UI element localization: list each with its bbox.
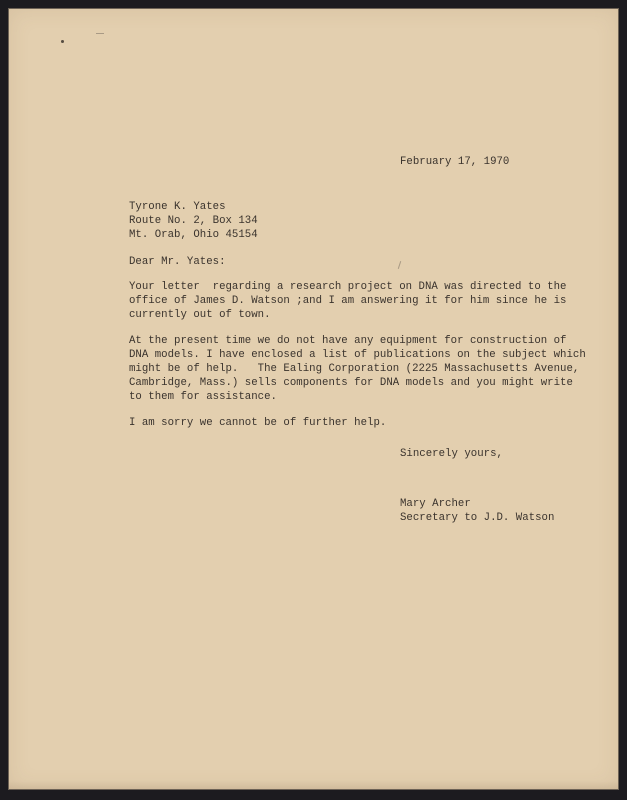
paper-bottom-shadow bbox=[9, 781, 618, 789]
scan-dash-mark bbox=[96, 33, 104, 34]
scan-speck-dot bbox=[61, 40, 64, 43]
letter-page bbox=[8, 8, 619, 790]
paragraph-2-line-4: Cambridge, Mass.) sells components for DNA models and you might write bbox=[129, 377, 573, 389]
paragraph-1-line-3: currently out of town. bbox=[129, 309, 271, 321]
salutation: Dear Mr. Yates: bbox=[129, 256, 226, 268]
recipient-address-line-2: Mt. Orab, Ohio 45154 bbox=[129, 229, 258, 241]
scan-tick-mark bbox=[398, 261, 401, 269]
recipient-address-line-1: Route No. 2, Box 134 bbox=[129, 215, 258, 227]
paragraph-2-line-5: to them for assistance. bbox=[129, 391, 277, 403]
paragraph-2-line-1: At the present time we do not have any equipment for construction of bbox=[129, 335, 567, 347]
paragraph-3-line-1: I am sorry we cannot be of further help. bbox=[129, 417, 387, 429]
signer-name: Mary Archer bbox=[400, 498, 471, 510]
closing: Sincerely yours, bbox=[400, 448, 503, 460]
paragraph-1-line-1: Your letter regarding a research project on DNA was directed to the bbox=[129, 281, 567, 293]
letter-date: February 17, 1970 bbox=[400, 156, 510, 168]
signer-title: Secretary to J.D. Watson bbox=[400, 512, 555, 524]
paragraph-1-line-2: office of James D. Watson ;and I am answering it for him since he is bbox=[129, 295, 567, 307]
paragraph-2-line-2: DNA models. I have enclosed a list of publications on the subject which bbox=[129, 349, 586, 361]
paragraph-2-line-3: might be of help. The Ealing Corporation (2225 Massachusetts Avenue, bbox=[129, 363, 580, 375]
recipient-name: Tyrone K. Yates bbox=[129, 201, 226, 213]
